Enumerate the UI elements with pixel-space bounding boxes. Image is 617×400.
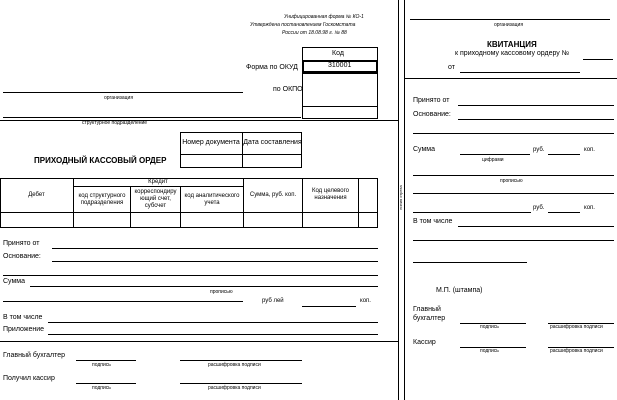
receipt-sum-words-2[interactable] (413, 184, 614, 194)
debit-header: Дебет (28, 191, 45, 198)
chief-accountant-signature[interactable] (76, 351, 136, 361)
receipt-kop-field[interactable] (548, 145, 580, 155)
org-caption: организация (104, 95, 134, 101)
received-cashier-label: Получил кассир (3, 375, 55, 382)
receipt-received-from-field[interactable] (458, 96, 614, 106)
basis-field-2[interactable] (3, 266, 378, 276)
sum-words-field[interactable] (30, 277, 378, 287)
receipt-chief-label-2: бухгалтер (413, 315, 446, 322)
chief-accountant-label: Главный бухгалтер (3, 352, 65, 359)
receipt-chief-signature[interactable] (460, 314, 526, 324)
cut-line-right (404, 0, 405, 400)
doc-date-header: Дата составления (243, 138, 302, 146)
receipt-sum-label: Сумма (413, 146, 435, 153)
credit-sub-2: корреспондиру ющий счет, субсчет (134, 189, 177, 209)
kod-label: Код (332, 50, 344, 57)
purpose-code-header: Код целевого назначения (311, 188, 350, 201)
receipt-cashier-signature-caption: подпись (480, 348, 499, 354)
attachment-field[interactable] (48, 325, 378, 335)
receipt-sum-digits[interactable] (460, 145, 530, 155)
including-field[interactable] (48, 313, 378, 323)
receipt-from-label: от (448, 64, 455, 71)
receipt-basis-label: Основание: (413, 111, 451, 118)
receipt-basis-field[interactable] (458, 110, 614, 120)
receipt-title: КВИТАНЦИЯ (487, 40, 537, 49)
chief-decoding-caption: расшифровка подписи (208, 362, 261, 368)
doc-date-field[interactable] (245, 156, 300, 166)
cashier-decoding[interactable] (180, 374, 302, 384)
receipt-cashier-signature[interactable] (460, 338, 526, 348)
receipt-chief-decoding[interactable] (548, 314, 614, 324)
receipt-stamp-label: М.П. (штампа) (436, 287, 483, 294)
receipt-cashier-decoding[interactable] (548, 338, 614, 348)
basis-label: Основание: (3, 253, 41, 260)
subdivision-caption: структурное подразделение (82, 120, 148, 126)
received-from-field[interactable] (52, 239, 378, 249)
receipt-date-field[interactable] (460, 63, 580, 73)
receipt-kop2-field[interactable] (548, 203, 580, 213)
cashier-signature-caption: подпись (92, 385, 111, 391)
cut-line-label: линия отреза (398, 185, 403, 210)
receipt-rub-label: руб. (533, 147, 545, 153)
receipt-including-label: В том числе (413, 218, 453, 225)
rub-label: руб лей (262, 298, 284, 304)
receipt-organization-field[interactable] (410, 10, 610, 20)
including-label: В том числе (3, 314, 43, 321)
kop-field[interactable] (302, 297, 356, 307)
basis-field[interactable] (52, 252, 378, 262)
credit-sub-1: код структурного подразделения (78, 192, 126, 206)
doc-number-field[interactable] (182, 156, 240, 166)
okud-value: 310001 (328, 62, 352, 69)
okud-label: Форма по ОКУД (246, 64, 298, 71)
kop-label: коп. (360, 298, 371, 304)
receipt-rub2-label: руб. (533, 205, 545, 211)
receipt-sum-words-3[interactable] (413, 203, 531, 213)
credit-header: Кредит (148, 179, 168, 186)
codes-box (302, 47, 378, 119)
doc-number-header: Номер документа (182, 138, 240, 146)
cashier-decoding-caption: расшифровка подписи (208, 385, 261, 391)
receipt-received-from-label: Принято от (413, 97, 450, 104)
sum-header: Сумма, руб. коп. (249, 191, 297, 198)
receipt-sum-words[interactable] (413, 166, 614, 176)
received-from-label: Принято от (3, 240, 40, 247)
receipt-including-field-2[interactable] (413, 231, 614, 241)
receipt-in-words-caption: прописью (500, 178, 523, 184)
receipt-basis-field-2[interactable] (413, 124, 614, 134)
okpo-label: по ОКПО (273, 86, 303, 93)
receipt-digits-caption: цифрами (482, 157, 504, 163)
in-words-caption: прописью (210, 289, 233, 295)
sum-label: Сумма (3, 278, 25, 285)
organization-field[interactable] (3, 83, 243, 93)
receipt-including-field-3[interactable] (413, 253, 527, 263)
receipt-chief-signature-caption: подпись (480, 324, 499, 330)
receipt-order-number[interactable] (583, 50, 613, 60)
chief-signature-caption: подпись (92, 362, 111, 368)
cashier-signature[interactable] (76, 374, 136, 384)
document-title: ПРИХОДНЫЙ КАССОВЫЙ ОРДЕР (34, 156, 167, 165)
subdivision-field[interactable] (3, 108, 301, 118)
receipt-including-field[interactable] (458, 217, 614, 227)
form-header-line3: России от 18.08.98 г. № 88 (282, 30, 347, 36)
receipt-org-caption: организация (494, 22, 524, 28)
attachment-label: Приложение (3, 326, 45, 333)
receipt-chief-label-1: Главный (413, 306, 441, 313)
credit-sub-3: код аналитического учета (184, 192, 240, 206)
receipt-cashier-label: Кассир (413, 339, 436, 346)
receipt-kop-label: коп. (584, 147, 595, 153)
sum-words-field-2[interactable] (3, 292, 243, 302)
receipt-chief-decoding-caption: расшифровка подписи (550, 324, 603, 330)
receipt-cashier-decoding-caption: расшифровка подписи (550, 348, 603, 354)
receipt-subtitle: к приходному кассовому ордеру № (455, 50, 570, 57)
receipt-kop2-label: коп. (584, 205, 595, 211)
chief-accountant-decoding[interactable] (180, 351, 302, 361)
form-header-line2: Утверждена постановлением Госкомстата (250, 22, 356, 28)
form-header-line1: Унифицированная форма № КО-1 (284, 14, 364, 20)
